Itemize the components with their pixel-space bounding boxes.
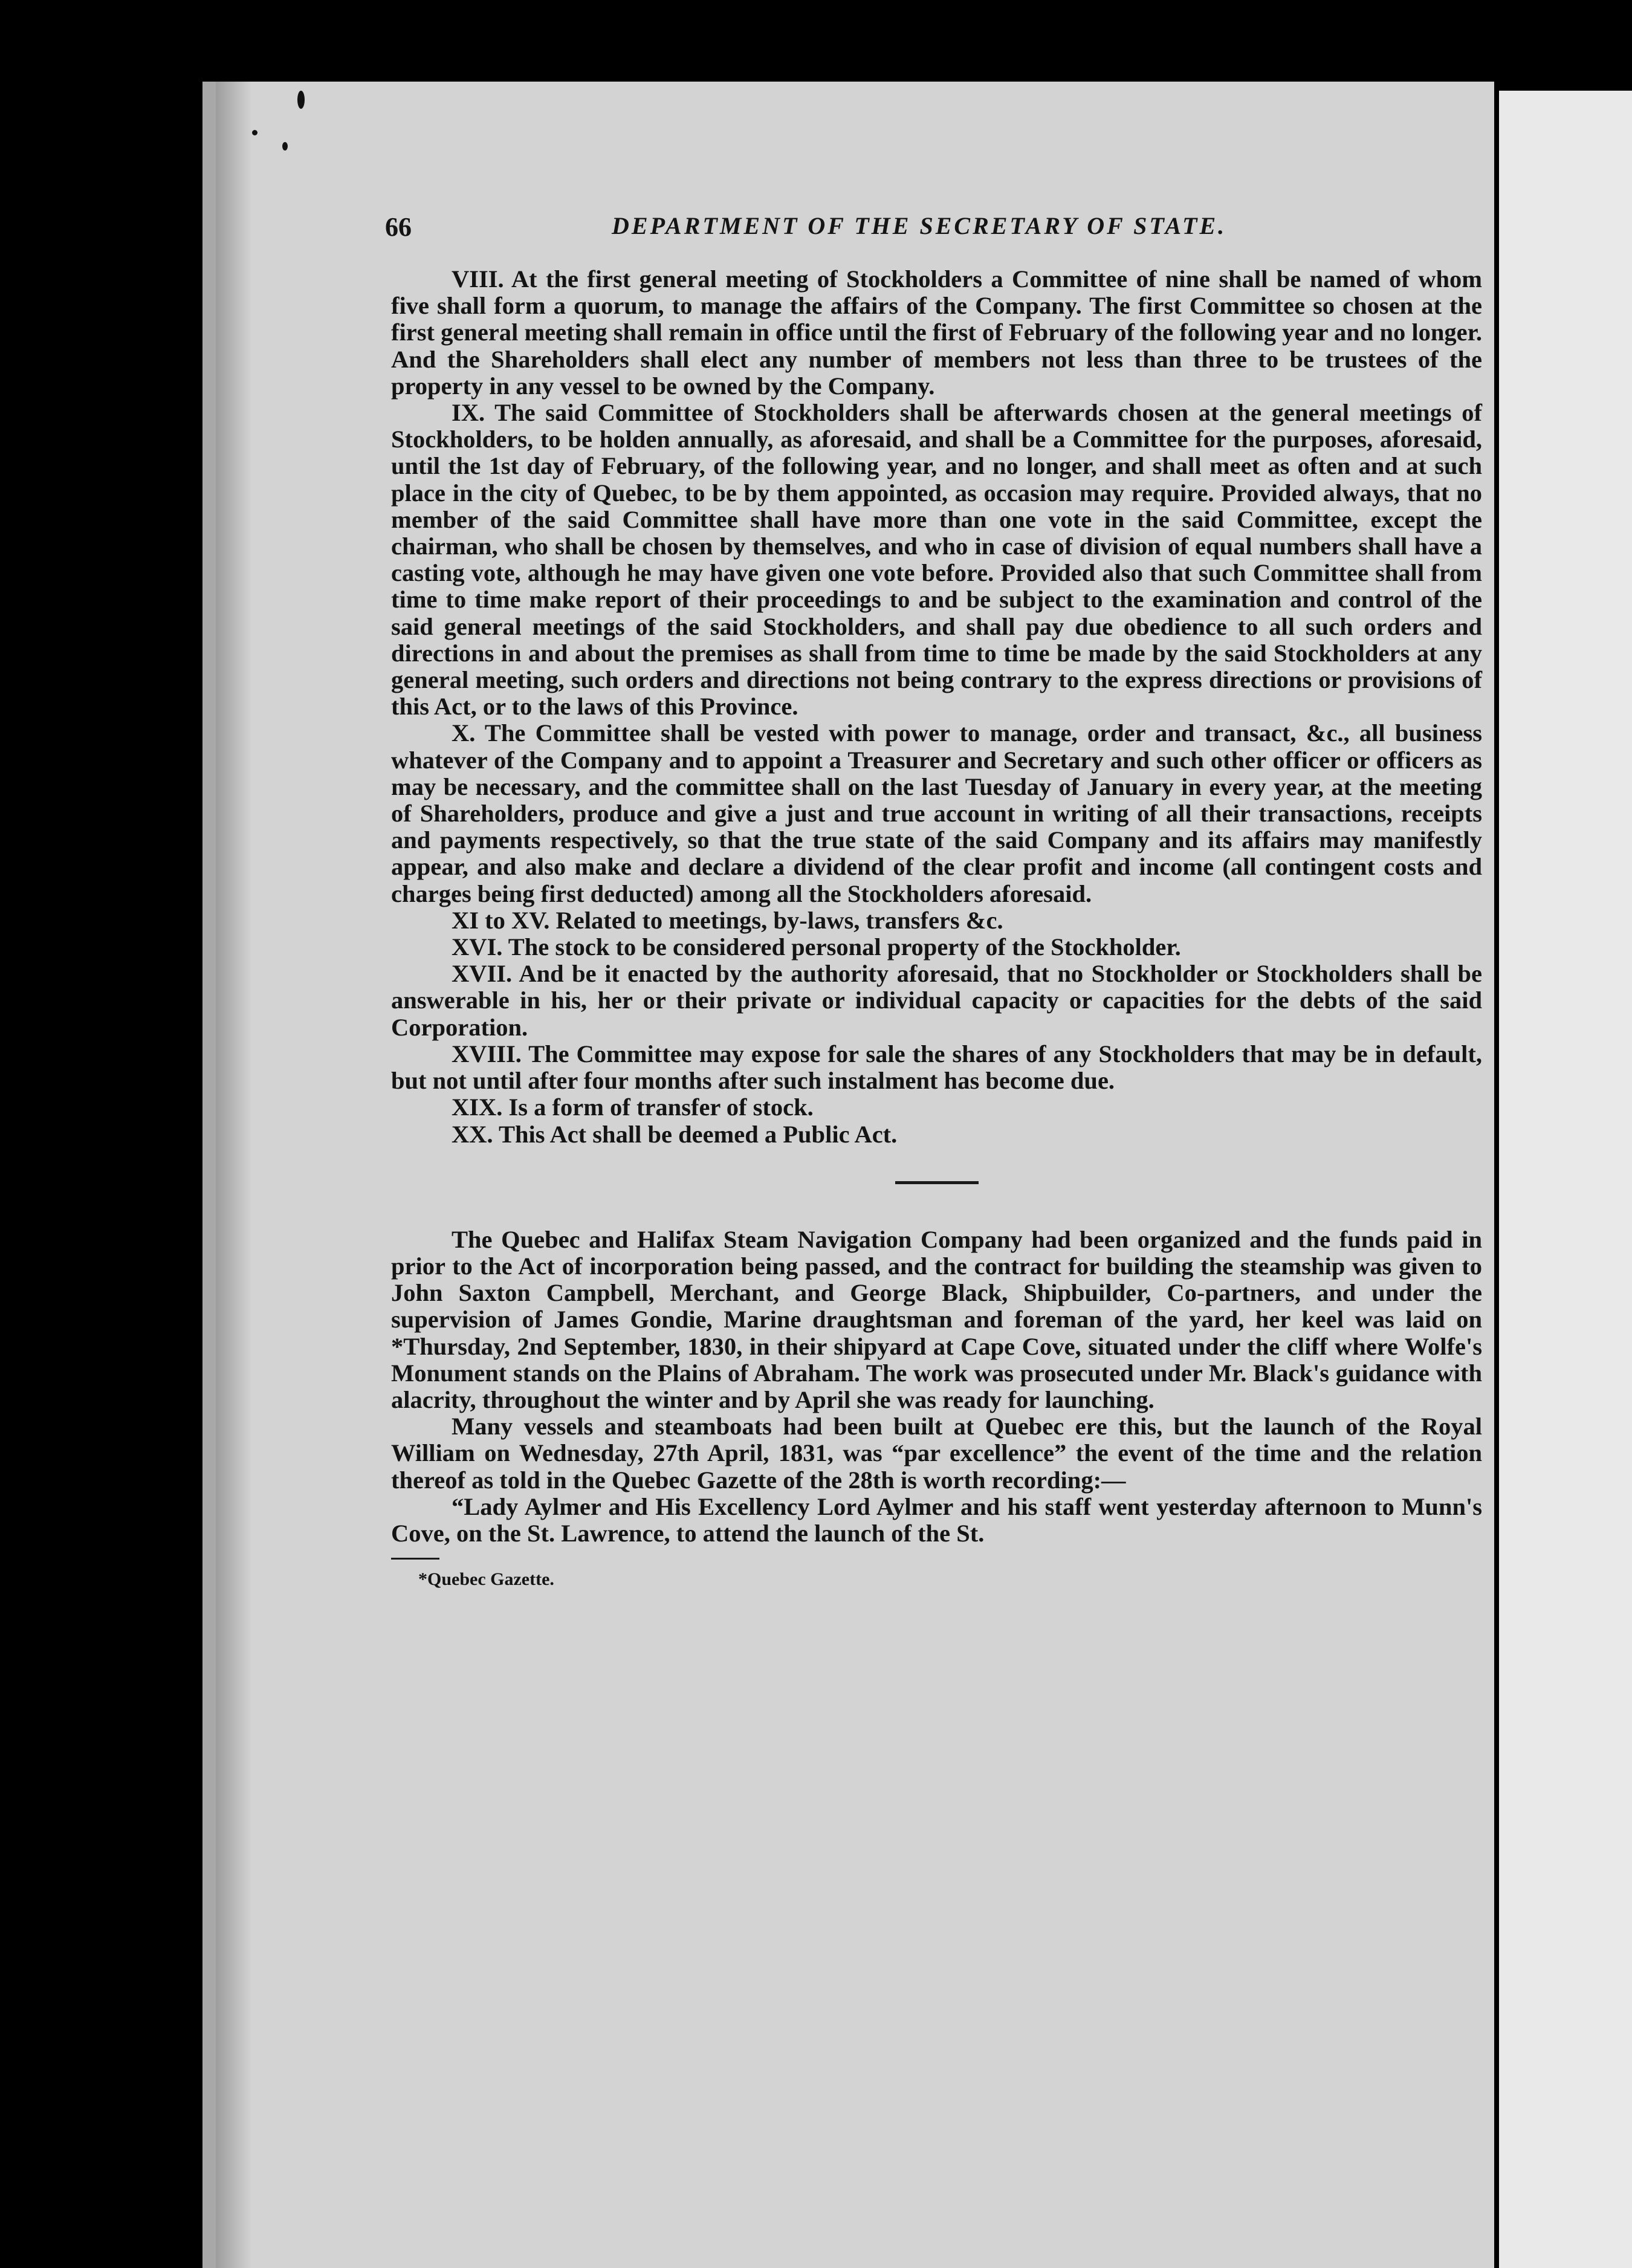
section-ix: IX. The said Committee of Stockholders shall be afterwards chosen at the general meetings of Stockholders, to be holden annually, as aforesaid, and shall be a Committee for the purposes, aforesaid, until the 1st day of February, of the following year, and no longer, and shall meet as often and at such place in the city of Quebec, to be by them appointed, as occasion may require. Provided always, that no member of the said Committee shall have more than one vote in the said Committee, except the chairman, who shall be chosen by themselves, and who in case of division of equal numbers shall have a casting vote, although he may have given one vote before. Provided also that such Committee shall from time to time make report of their proceedings to and be subject to the examination and control of the said general meetings of the said Stockholders, and shall pay due obedience to all such orders and directions in and about the premises as shall from time to time be made by the said Stockholders at any general meeting, such orders and directions not being contrary to the express directions or provisions of this Act, or to the laws of this Province. — [391, 399, 1482, 721]
section-xix: XIX. Is a form of transfer of stock. — [452, 1094, 814, 1121]
narrative-paragraph: The Quebec and Halifax Steam Navigation Company had been organized and the funds paid in prior to the Act of incorporation being passed, and the contract for building the steamship was given to John Saxton Campbell, Merchant, and George Black, Shipbuilder, Co-partners, and under the supervision of James Gondie, Marine draughtsman and foreman of the yard, her keel was laid on *Thursday, 2nd September, 1830, in their shipyard at Cape Cove, situated under the cliff where Wolfe's Monument stands on the Plains of Abraham. The work was prosecuted under Mr. Black's guidance with alacrity, throughout the winter and by April she was ready for launching. — [391, 1225, 1482, 1413]
narrative-paragraph: “Lady Aylmer and His Excellency Lord Aylmer and his staff went yesterday afternoon to Munn's Cove, on the St. Lawrence, to attend the launch of the St. — [391, 1492, 1482, 1547]
page-number: 66 — [385, 212, 412, 242]
section-viii: VIII. At the first general meeting of Stockholders a Committee of nine shall be named of whom five shall form a quorum, to manage the affairs of the Company. The first Committee so chosen at the first general meeting shall remain in office until the first of February of the following year and no longer. And the Shareholders shall elect any number of members not less than three to be trustees of the property in any vessel to be owned by the Company. — [391, 265, 1482, 400]
section-xviii: XVIII. The Committee may expose for sale the shares of any Stockholders that may be in default, but not until after four months after such instalment has become due. — [391, 1040, 1482, 1095]
section-x: X. The Committee shall be vested with power to manage, order and transact, &c., all business whatever of the Company and to appoint a Treasurer and Secretary and such other officer or officers as may be necessary, and the committee shall on the last Tuesday of January in every year, at the meeting of Shareholders, produce and give a just and true account in writing of all their transactions, receipts and payments respectively, so that the true state of the said Company and its affairs may manifestly appear, and also make and declare a dividend of the clear profit and income (all contingent costs and charges being first deducted) among all the Stockholders aforesaid. — [391, 719, 1482, 907]
facing-page-edge — [1499, 91, 1632, 2268]
footnote: *Quebec Gazette. — [418, 1569, 554, 1590]
stray-mark — [252, 130, 257, 135]
stray-mark — [297, 91, 305, 109]
binding-shadow — [216, 82, 252, 2268]
section-xvi: XVI. The stock to be considered personal property of the Stockholder. — [452, 933, 1181, 961]
section-xx: XX. This Act shall be deemed a Public Act. — [452, 1120, 898, 1148]
page-header — [385, 212, 1482, 266]
section-xi-xv: XI to XV. Related to meetings, by-laws, transfers &c. — [452, 906, 1003, 934]
section-divider — [895, 1181, 979, 1184]
section-xvii: XVII. And be it enacted by the authority aforesaid, that no Stockholder or Stockholders shall be answerable in his, her or their private or individual capacity or capacities for the debts of the said Corporation. — [391, 960, 1482, 1041]
narrative-paragraph: Many vessels and steamboats had been built at Quebec ere this, but the launch of the Royal William on Wednesday, 27th April, 1831, was “par excellence” the event of the time and the relation thereof as told in the Quebec Gazette of the 28th is worth recording:— — [391, 1413, 1482, 1494]
document-page — [202, 82, 1494, 2268]
running-head: DEPARTMENT OF THE SECRETARY OF STATE. — [612, 212, 1227, 239]
stray-mark — [282, 142, 288, 151]
footnote-rule — [391, 1558, 439, 1560]
page-content — [385, 212, 1482, 1591]
